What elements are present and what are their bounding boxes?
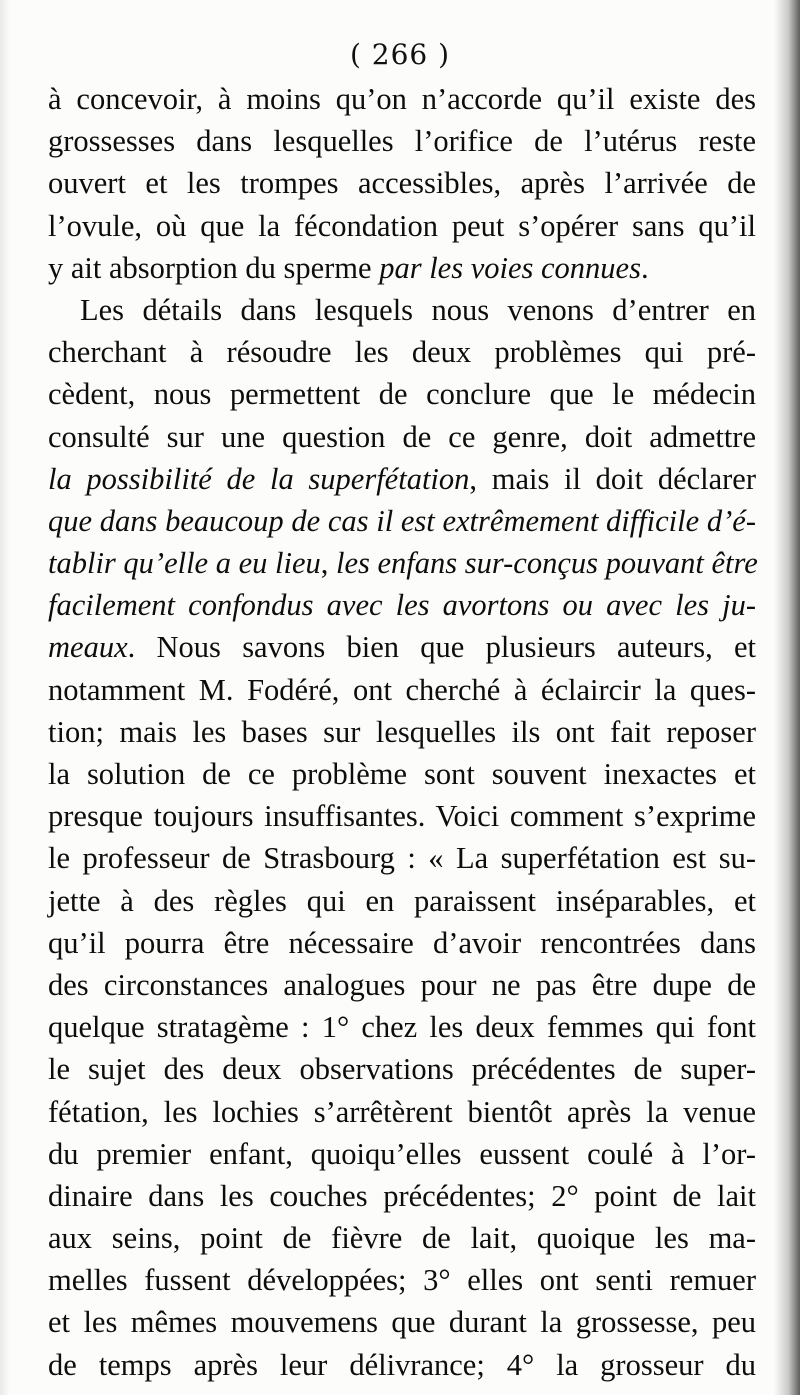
text-run: fétation, les lochies s’arrêtèrent bientôt après la venue	[48, 1094, 756, 1129]
text-line	[48, 331, 756, 373]
text-run: la solution de ce problème sont souvent inexactes et	[48, 757, 756, 791]
text-line	[48, 458, 756, 500]
text-line	[48, 584, 756, 626]
text-run: , mais il doit déclarer	[469, 461, 756, 496]
text-line	[48, 1006, 756, 1048]
text-line	[48, 1133, 756, 1175]
text-line	[48, 289, 756, 331]
italic-text: tablir qu’elle a eu lieu	[48, 546, 321, 581]
text-run: de temps après leur délivrance; 4° la grosseur du	[48, 1347, 756, 1382]
text-line	[48, 247, 756, 289]
text-line	[48, 795, 756, 837]
text-line	[48, 922, 756, 964]
text-line	[48, 416, 756, 458]
page-number: ( 266 )	[349, 38, 451, 71]
text-run: jette à des règles qui en paraissent inséparables, et	[48, 883, 756, 918]
text-line	[48, 626, 756, 668]
text-line	[48, 1048, 756, 1090]
italic-text: la possibilité de la superfétation	[48, 461, 470, 496]
text-run: le professeur de Strasbourg : « La superfétation est su-	[48, 841, 756, 876]
text-line	[48, 1301, 756, 1343]
text-line	[48, 669, 756, 711]
text-line	[48, 1259, 756, 1301]
text-line	[48, 837, 756, 879]
page-left-edge	[0, 0, 10, 1395]
text-run: cèdent, nous permettent de conclure que le médecin	[48, 377, 756, 412]
text-run: qu’il pourra être nécessaire d’avoir rencontrées dans	[48, 925, 756, 960]
text-line	[48, 1175, 756, 1217]
text-line	[48, 373, 756, 415]
text-run: du premier enfant, quoiqu’elles eussent coulé à l’or-	[48, 1136, 756, 1171]
text-run: melles fussent développées; 3° elles ont senti remuer	[48, 1263, 756, 1298]
text-run: aux seins, point de fièvre de lait, quoique les ma-	[48, 1221, 756, 1256]
text-run: cherchant à résoudre les deux problèmes qui pré-	[48, 335, 756, 370]
text-run: l’ovule, où que la fécondation peut s’opérer sans qu’il	[48, 208, 756, 243]
text-line	[48, 880, 756, 922]
text-line	[48, 964, 756, 1006]
text-line	[48, 162, 756, 204]
text-line	[48, 542, 756, 584]
italic-text: facilement confondus avec les avortons ou avec les ju-	[48, 588, 756, 623]
text-run: grossesses dans lesquelles l’orifice de l’utérus reste	[48, 124, 756, 159]
text-run: presque toujours insuffisantes. Voici comment s’exprime	[48, 799, 756, 834]
text-run: et les mêmes mouvemens que durant la grossesse, peu	[48, 1305, 756, 1340]
text-line	[48, 78, 756, 120]
text-line	[48, 1091, 756, 1133]
body-text	[48, 78, 756, 1386]
text-line	[48, 500, 756, 542]
text-run: y ait absorption du sperme	[48, 250, 380, 285]
text-run: . Nous savons bien que plusieurs auteurs, et	[127, 630, 756, 665]
text-run: ouvert et les trompes accessibles, après l’arrivée de	[48, 166, 756, 201]
text-run: ,	[320, 546, 336, 581]
italic-text: les enfans sur-conçus pouvant être	[336, 546, 758, 581]
text-run: .	[640, 250, 649, 285]
text-run: Les détails dans lesquels nous venons d’entrer en	[80, 292, 756, 327]
text-line	[48, 711, 756, 753]
text-run: le sujet des deux observations précédentes de super-	[48, 1052, 756, 1087]
text-run: notamment M. Fodéré, ont cherché à éclaircir la ques-	[48, 672, 756, 707]
text-line	[48, 205, 756, 247]
italic-text: que dans beaucoup de cas il est extrêmement difficile d’é-	[48, 503, 756, 538]
text-run: consulté sur une question de ce genre, doit admettre	[48, 419, 756, 454]
text-line	[48, 753, 756, 795]
page-binding-shadow	[774, 0, 800, 1395]
text-run: tion; mais les bases sur lesquelles ils ont fait reposer	[48, 714, 756, 749]
italic-text: meaux	[48, 630, 128, 665]
text-run: des circonstances analogues pour ne pas être dupe de	[48, 967, 756, 1002]
text-line	[48, 1217, 756, 1259]
text-run: quelque stratagème : 1° chez les deux femmes qui font	[48, 1010, 756, 1045]
text-line	[48, 1344, 756, 1386]
text-line	[48, 120, 756, 162]
text-run: dinaire dans les couches précédentes; 2° point de lait	[48, 1178, 756, 1213]
italic-text: par les voies connues	[379, 250, 641, 285]
text-run: à concevoir, à moins qu’on n’accorde qu’il existe des	[48, 82, 756, 116]
